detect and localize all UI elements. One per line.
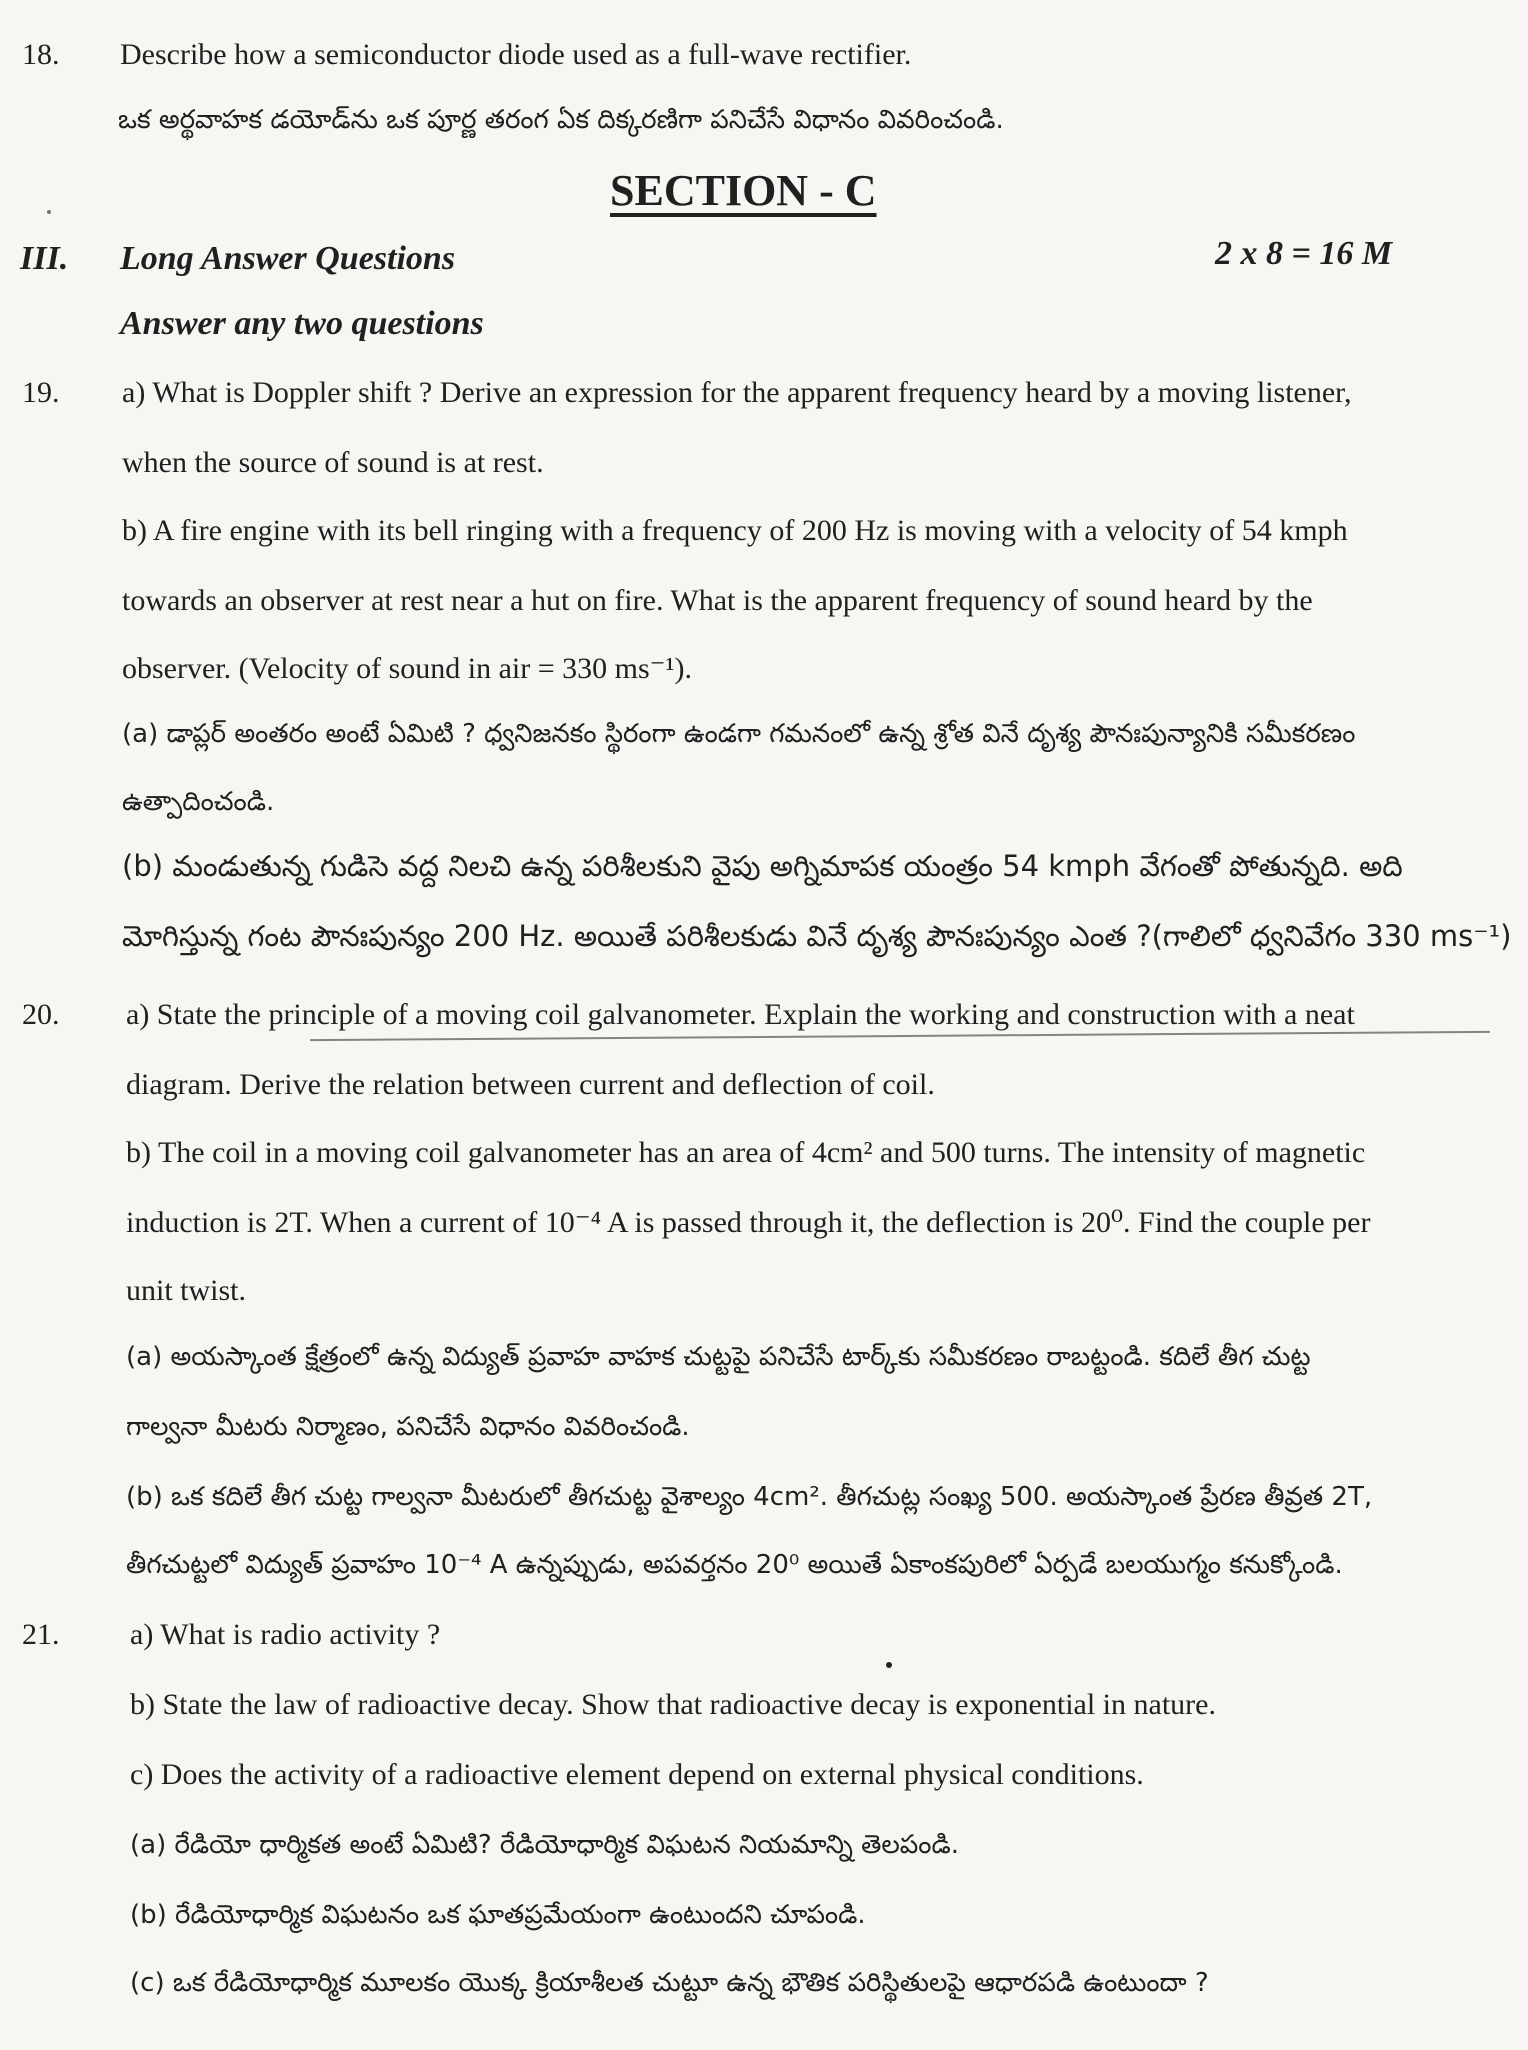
question-line-telugu: మోగిస్తున్న గంట పౌనఃపున్యం 200 Hz. అయితే పరిశీలకుడు వినే దృశ్య పౌనఃపున్యం ఎంత ?(గాలిలో ధ్వనివేగం 330 ms⁻¹) <box>122 919 1512 953</box>
section-marks: 2 x 8 = 16 M <box>1215 235 1393 272</box>
question-line: when the source of sound is at rest. <box>122 446 544 479</box>
question-line: a) What is radio activity ? <box>130 1618 441 1651</box>
section-heading: Long Answer Questions <box>120 240 456 277</box>
question-text-telugu: ఒక అర్థవాహక డయోడ్‌ను ఒక పూర్ణ తరంగ ఏక దిక్కరణిగా పనిచేసే విధానం వివరించండి. <box>118 105 1004 135</box>
question-line: b) State the law of radioactive decay. Show that radioactive decay is exponential in nature. <box>130 1688 1216 1721</box>
question-line-telugu: (b) ఒక కదిలే తీగ చుట్ట గాల్వనా మీటరులో తీగచుట్ట వైశాల్యం 4cm². తీగచుట్ల సంఖ్య 500. అయస్కాంత ప్రేరణ తీవ్రత 2T, <box>126 1482 1373 1512</box>
question-line-telugu: (a) రేడియో ధార్మికత అంటే ఏమిటి? రేడియోధార్మిక విఘటన నియమాన్ని తెలపండి. <box>130 1830 959 1860</box>
question-line: b) A fire engine with its bell ringing with a frequency of 200 Hz is moving with a velocity of 54 kmph <box>122 514 1348 547</box>
question-text: Describe how a semiconductor diode used as a full-wave rectifier. <box>120 38 912 71</box>
ink-dot <box>47 210 51 214</box>
question-line-telugu: (a) డాప్లర్ అంతరం అంటే ఏమిటి ? ధ్వనిజనకం స్థిరంగా ఉండగా గమనంలో ఉన్న శ్రోత వినే దృశ్య పౌనఃపున్యానికి సమీకరణం <box>122 719 1356 749</box>
question-line: a) What is Doppler shift ? Derive an expression for the apparent frequency heard by a moving listener, <box>122 376 1352 409</box>
ink-dot <box>886 1662 892 1668</box>
question-line: towards an observer at rest near a hut on fire. What is the apparent frequency of sound heard by the <box>122 584 1313 617</box>
section-instruction: Answer any two questions <box>120 305 484 342</box>
question-line: observer. (Velocity of sound in air = 330 ms⁻¹). <box>122 652 692 685</box>
question-number: 18. <box>22 38 60 71</box>
section-title: SECTION - C <box>610 166 877 215</box>
question-line-telugu: తీగచుట్టలో విద్యుత్ ప్రవాహం 10⁻⁴ A ఉన్నప్పుడు, అపవర్తనం 20⁰ అయితే ఏకాంకపురిలో ఏర్పడే బలయుగ్మం కనుక్కోండి. <box>126 1550 1343 1580</box>
question-line-telugu: (b) రేడియోధార్మిక విఘటనం ఒక ఘాతప్రమేయంగా ఉంటుందని చూపండి. <box>130 1900 866 1930</box>
question-line-telugu: (b) మండుతున్న గుడిసె వద్ద నిలచి ఉన్న పరిశీలకుని వైపు అగ్నిమాపక యంత్రం 54 kmph వేగంతో పోతున్నది. అది <box>122 849 1403 883</box>
question-line: unit twist. <box>126 1274 247 1307</box>
question-line: c) Does the activity of a radioactive element depend on external physical conditions. <box>130 1758 1144 1791</box>
question-line: induction is 2T. When a current of 10⁻⁴ A is passed through it, the deflection is 20⁰. Find the couple per <box>126 1206 1371 1239</box>
question-line: a) State the principle of a moving coil galvanometer. Explain the working and construction with a neat <box>126 998 1355 1031</box>
question-line: b) The coil in a moving coil galvanometer has an area of 4cm² and 500 turns. The intensity of magnetic <box>126 1136 1366 1169</box>
question-line-telugu: (a) అయస్కాంత క్షేత్రంలో ఉన్న విద్యుత్ ప్రవాహ వాహక చుట్టపై పనిచేసే టార్క్‌కు సమీకరణం రాబట్టండి. కదిలే తీగ చుట్ట <box>126 1342 1311 1372</box>
question-line-telugu: ఉత్పాదించండి. <box>122 787 275 817</box>
question-line-telugu: గాల్వనా మీటరు నిర్మాణం, పనిచేసే విధానం వివరించండి. <box>126 1412 690 1442</box>
question-number: 21. <box>22 1618 60 1651</box>
question-line-telugu: (c) ఒక రేడియోధార్మిక మూలకం యొక్క క్రియాశీలత చుట్టూ ఉన్న భౌతిక పరిస్థితులపై ఆధారపడి ఉంటుందా ? <box>130 1968 1209 1998</box>
section-roman-number: III. <box>20 240 69 277</box>
question-line: diagram. Derive the relation between current and deflection of coil. <box>126 1068 935 1101</box>
question-number: 19. <box>22 376 60 409</box>
question-number: 20. <box>22 998 60 1031</box>
